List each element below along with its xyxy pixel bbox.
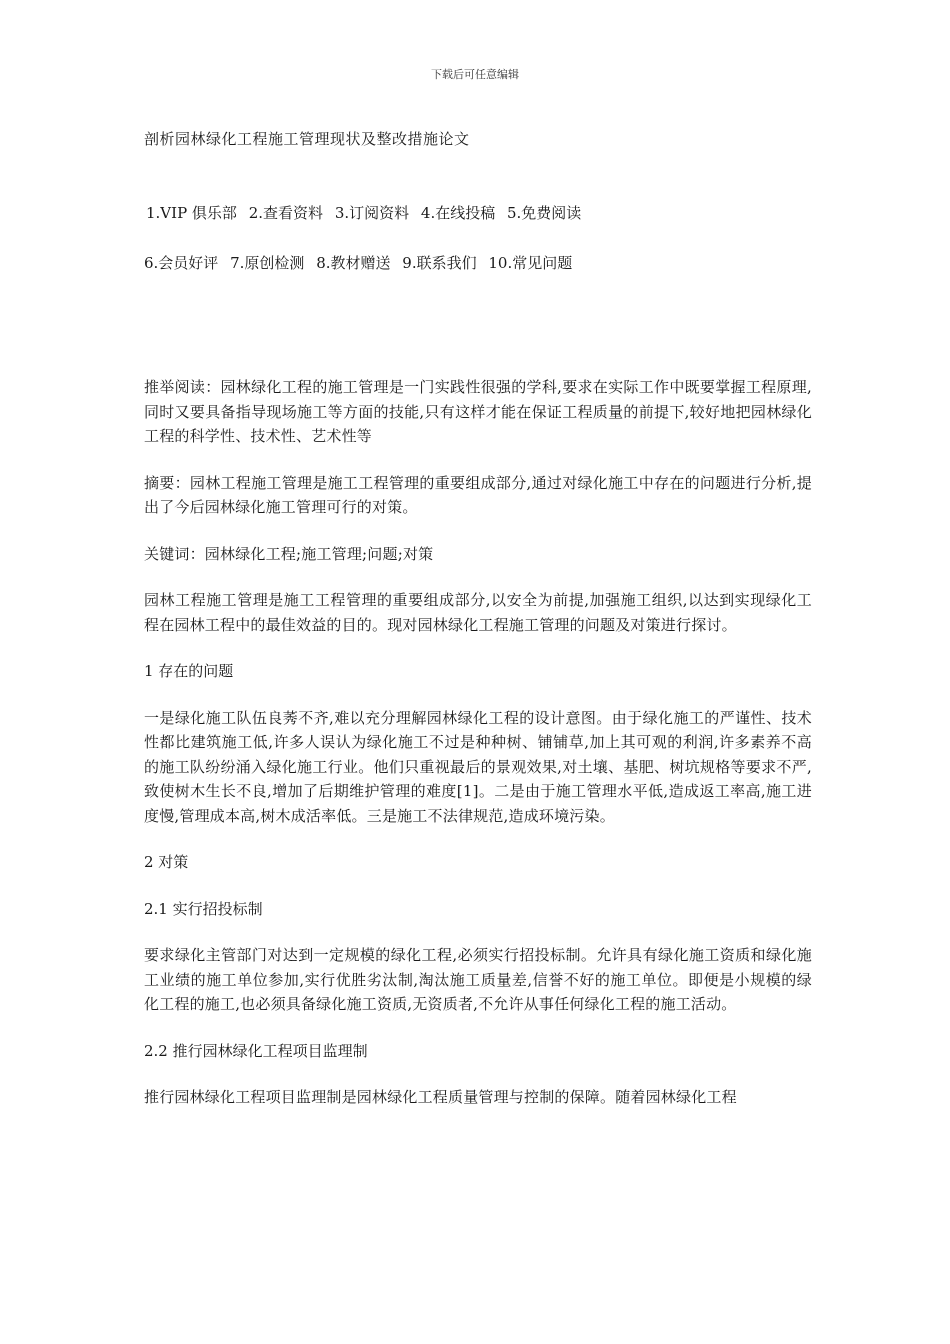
nav-link-textbook-gift[interactable]: 8.教材赠送 <box>316 254 391 272</box>
keywords-paragraph: 关键词：园林绿化工程;施工管理;问题;对策 <box>144 544 434 563</box>
abstract-paragraph: 摘要：园林工程施工管理是施工工程管理的重要组成部分,通过对绿化施工中存在的问题进行分析,提出了今后园林绿化施工管理可行的对策。 <box>144 473 812 516</box>
nav-row-1 <box>146 202 588 223</box>
nav-row-2 <box>144 252 579 273</box>
section-2-1-paragraph: 要求绿化主管部门对达到一定规模的绿化工程,必须实行招投标制。允许具有绿化施工资质和绿化施工业绩的施工单位参加,实行优胜劣汰制,淘汰施工质量差,信誉不好的施工单位。即便是小规模的绿化工程的施工,也必须具备绿化施工资质,无资质者,不允许从事任何绿化工程的施工活动。 <box>144 946 812 1013</box>
nav-link-originality-check[interactable]: 7.原创检测 <box>230 254 305 272</box>
section-2-heading: 2 对策 <box>144 853 189 871</box>
nav-link-vip-club[interactable]: 1.VIP 俱乐部 <box>146 204 237 222</box>
intro-paragraph: 园林工程施工管理是施工工程管理的重要组成部分,以安全为前提,加强施工组织,以达到实现绿化工程在园林工程中的最佳效益的目的。现对园林绿化工程施工管理的问题及对策进行探讨。 <box>144 591 812 634</box>
section-2-2-paragraph: 推行园林绿化工程项目监理制是园林绿化工程质量管理与控制的保障。随着园林绿化工程 <box>144 1088 737 1106</box>
header-note: 下载后可任意编辑 <box>431 68 519 81</box>
recommend-paragraph: 推举阅读：园林绿化工程的施工管理是一门实践性很强的学科,要求在实际工作中既要掌握工程原理,同时又要具备指导现场施工等方面的技能,只有这样才能在保证工程质量的前提下,较好地把园林绿化工程的科学性、技术性、艺术性等 <box>144 378 812 445</box>
nav-link-faq[interactable]: 10.常见问题 <box>488 254 573 272</box>
section-1-paragraph: 一是绿化施工队伍良莠不齐,难以充分理解园林绿化工程的设计意图。由于绿化施工的严谨性、技术性都比建筑施工低,许多人误认为绿化施工不过是种种树、铺铺草,加上其可观的利润,许多素养不高的施工队纷纷涌入绿化施工行业。他们只重视最后的景观效果,对土壤、基肥、树坑规格等要求不严,致使树木生长不良,增加了后期维护管理的难度[1]。二是由于施工管理水平低,造成返工率高,施工进度慢,管理成本高,树木成活率低。三是施工不法律规范,造成环境污染。 <box>144 708 812 825</box>
nav-link-submit-online[interactable]: 4.在线投稿 <box>420 204 496 222</box>
document-body <box>144 375 812 1132</box>
section-1-heading: 1 存在的问题 <box>144 662 234 680</box>
nav-link-member-reviews[interactable]: 6.会员好评 <box>144 254 219 272</box>
section-2-1-heading: 2.1 实行招投标制 <box>144 899 263 918</box>
nav-link-view-materials[interactable]: 2.查看资料 <box>248 204 324 222</box>
nav-link-contact-us[interactable]: 9.联系我们 <box>402 254 477 272</box>
nav-link-subscribe[interactable]: 3.订阅资料 <box>334 204 410 222</box>
section-2-2-heading: 2.2 推行园林绿化工程项目监理制 <box>144 1041 368 1060</box>
document-title: 剖析园林绿化工程施工管理现状及整改措施论文 <box>144 130 470 148</box>
nav-link-free-reading[interactable]: 5.免费阅读 <box>507 204 582 222</box>
